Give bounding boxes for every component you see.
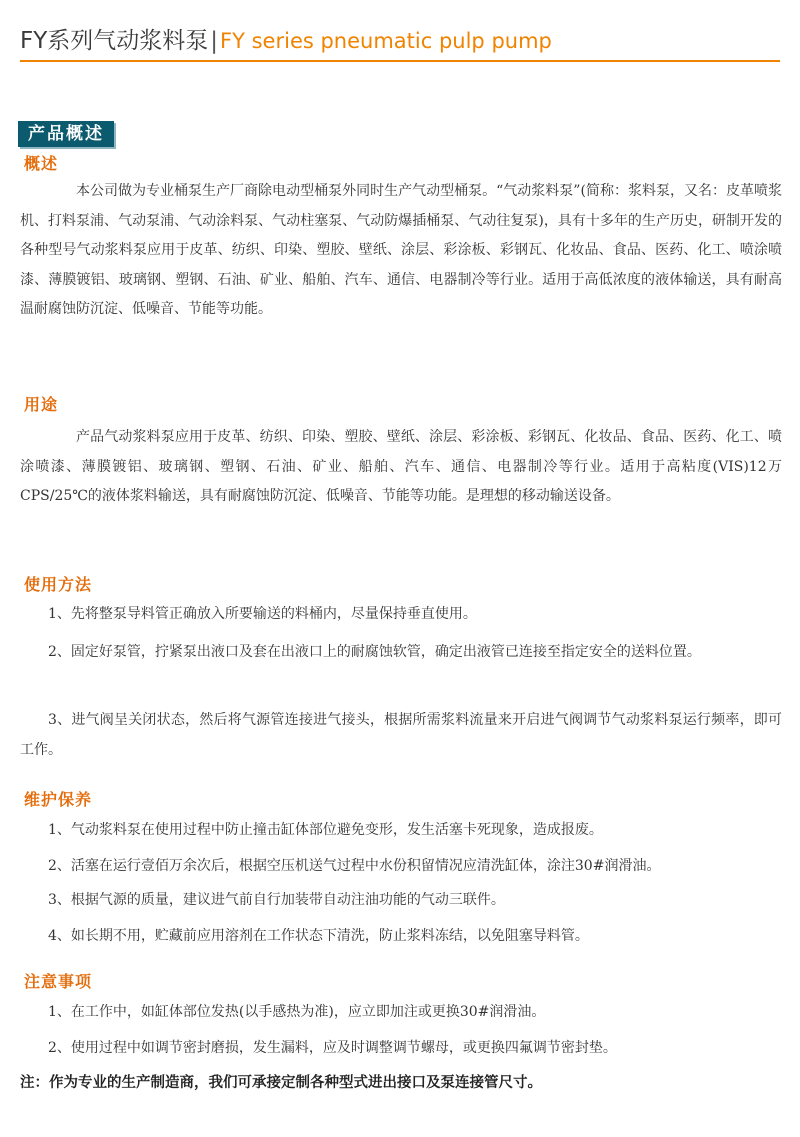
overview-tag: 产品概述 [18,121,114,147]
maintenance-item-2: 2、活塞在运行壹佰万余次后，根据空压机送气过程中水份积留情况应清洗缸体，涂注30#润滑油。 [48,858,661,874]
header-divider [20,60,780,62]
caution-item-1: 1、在工作中，如缸体部位发热(以手感热为准)，应立即加注或更换30#润滑油。 [48,1004,546,1020]
header-title-en: FY series pneumatic pulp pump [220,29,552,53]
caution-item-2: 2、使用过程中如调节密封磨损，发生漏料，应及时调整调节螺母，或更换四氟调节密封垫。 [48,1040,617,1056]
section-title-usage: 用途 [24,395,59,414]
maintenance-item-1: 1、气动浆料泵在使用过程中防止撞击缸体部位避免变形，发生活塞卡死现象，造成报废。 [48,822,603,838]
header-title-cn: FY系列气动浆料泵 [20,28,209,54]
maintenance-item-3: 3、根据气源的质量，建议进气前自行加装带自动注油功能的气动三联件。 [48,892,505,908]
method-item-1: 1、先将整泵导料管正确放入所要输送的料桶内，尽量保持垂直使用。 [48,606,477,622]
maintenance-item-4: 4、如长期不用，贮藏前应用溶剂在工作状态下清洗，防止浆料冻结，以免阻塞导料管。 [48,928,589,944]
footer-note: 注：作为专业的生产制造商，我们可承接定制各种型式进出接口及泵连接管尺寸。 [20,1075,542,1091]
section-title-maintenance: 维护保养 [24,790,93,809]
summary-paragraph: 本公司做为专业桶泵生产厂商除电动型桶泵外同时生产气动型桶泵。“气动浆料泵”(简称：浆料泵，又名：皮革喷浆机、打料泵浦、气动泵浦、气动涂料泵、气动柱塞泵、气动防爆插桶泵、气动往复泵)，具有十多年的生产历史，研制开发的各种型号气动浆料泵应用于皮革、纺织、印染、塑胶、壁纸、涂层、彩涂板、彩钢瓦、化妆品、食品、医药、化工、喷涂喷漆、薄膜镀铝、玻璃钢、塑钢、石油、矿业、船舶、汽车、通信、电器制冷等行业。适用于高低浓度的液体输送，具有耐高温耐腐蚀防沉淀、低噪音、节能等功能。 [20,183,782,317]
header-separator: | [210,28,219,54]
section-title-method: 使用方法 [24,575,93,594]
usage-paragraph: 产品气动浆料泵应用于皮革、纺织、印染、塑胶、壁纸、涂层、彩涂板、彩钢瓦、化妆品、食品、医药、化工、喷涂喷漆、薄膜镀铝、玻璃钢、塑钢、石油、矿业、船舶、汽车、通信、电器制冷等行业。适用于高粘度(VIS)12万CPS/25℃的液体浆料输送，具有耐腐蚀防沉淀、低噪音、节能等功能。是理想的移动输送设备。 [20,429,782,504]
section-title-cautions: 注意事项 [24,972,93,991]
page-header [20,26,780,56]
method-item-2: 2、固定好泵管，拧紧泵出液口及套在出液口上的耐腐蚀软管，确定出液管已连接至指定安全的送料位置。 [48,644,701,660]
section-title-summary: 概述 [24,154,59,173]
method-item-3: 3、进气阀呈关闭状态，然后将气源管连接进气接头，根据所需浆料流量来开启进气阀调节气动浆料泵运行频率，即可工作。 [20,712,782,758]
